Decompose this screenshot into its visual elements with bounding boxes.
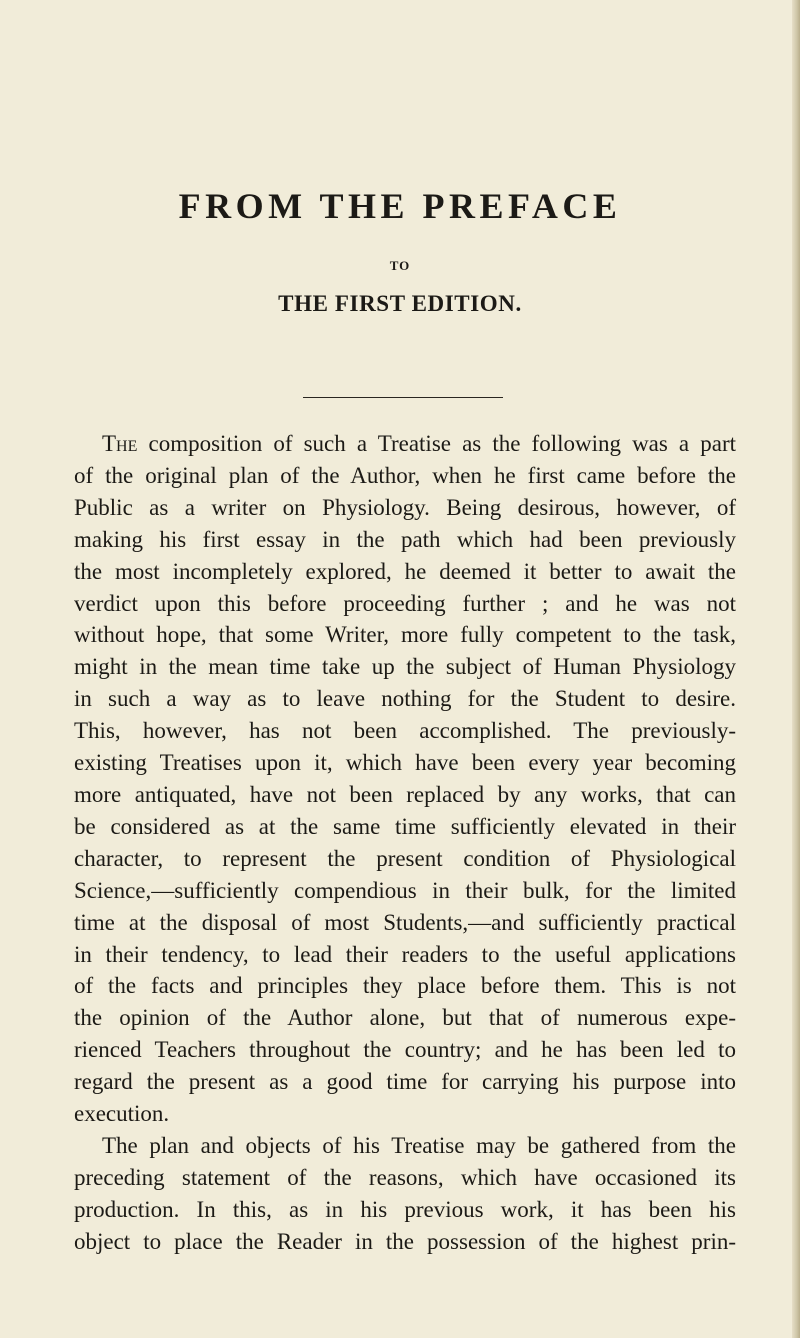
text-line: rienced Teachers throughout the country; and he has been led to bbox=[74, 1037, 736, 1063]
text-line: Science,—sufficiently compendious in their bulk, for the limited bbox=[74, 877, 736, 903]
text-line: be considered as at the same time sufficiently elevated in their bbox=[74, 813, 736, 839]
opening-word: The bbox=[102, 431, 138, 456]
text-line-content: composition of such a Treatise as the following was a part bbox=[148, 431, 737, 456]
text-line: of the facts and principles they place before them. This is not bbox=[74, 973, 736, 999]
text-line: verdict upon this before proceeding further ; and he was not bbox=[74, 590, 736, 616]
preface-to: TO bbox=[389, 258, 411, 273]
text-line: existing Treatises upon it, which have been every year becoming bbox=[74, 750, 736, 776]
text-line: of the original plan of the Author, when he first came before the bbox=[74, 462, 736, 488]
text-line: object to place the Reader in the possession of the highest prin- bbox=[74, 1228, 736, 1254]
section-rule bbox=[303, 397, 503, 398]
text-line: the opinion of the Author alone, but that of numerous expe- bbox=[74, 1005, 736, 1031]
text-line: making his first essay in the path which had been previously bbox=[74, 526, 736, 552]
text-line: production. In this, as in his previous work, it has been his bbox=[74, 1196, 736, 1222]
text-line: preceding statement of the reasons, which have occasioned its bbox=[74, 1164, 736, 1190]
preface-title: FROM THE PREFACE bbox=[178, 186, 622, 226]
text-line bbox=[74, 428, 736, 460]
text-line: without hope, that some Writer, more fully competent to the task, bbox=[74, 622, 736, 648]
text-line: This, however, has not been accomplished. The previously- bbox=[74, 718, 736, 744]
text-line: in their tendency, to lead their readers to the useful applications bbox=[74, 941, 736, 967]
preface-edition: THE FIRST EDITION. bbox=[278, 291, 522, 316]
preface-body bbox=[74, 428, 736, 1258]
text-line: the most incompletely explored, he deemed it better to await the bbox=[74, 558, 736, 584]
text-line: character, to represent the present condition of Physiological bbox=[74, 845, 736, 871]
text-line: The plan and objects of his Treatise may be gathered from the bbox=[102, 1132, 736, 1158]
text-line: more antiquated, have not been replaced by any works, that can bbox=[74, 781, 736, 807]
text-line: might in the mean time take up the subject of Human Physiology bbox=[74, 654, 736, 680]
text-line: regard the present as a good time for carrying his purpose into bbox=[74, 1069, 736, 1095]
text-line: Public as a writer on Physiology. Being desirous, however, of bbox=[74, 494, 736, 520]
text-line: time at the disposal of most Students,—and sufficiently practical bbox=[74, 909, 736, 935]
text-line: in such a way as to leave nothing for the Student to desire. bbox=[74, 686, 736, 712]
text-line: execution. bbox=[74, 1101, 170, 1127]
